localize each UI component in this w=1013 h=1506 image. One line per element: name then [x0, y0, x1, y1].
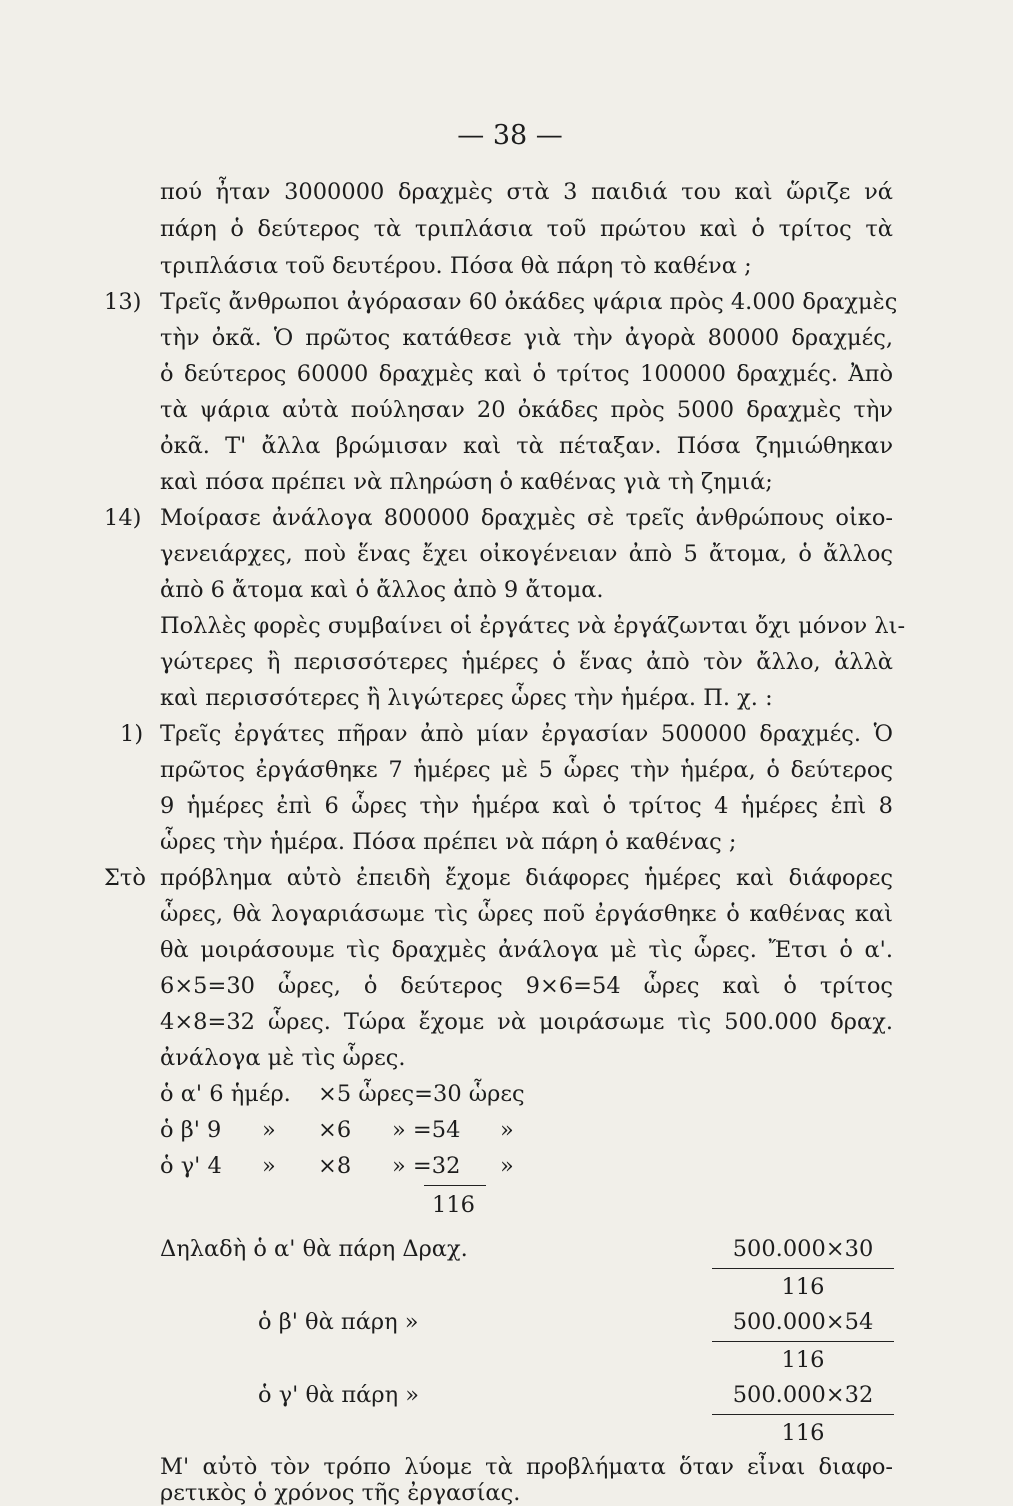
- share-b-numerator: 500.000×54: [732, 1309, 874, 1335]
- text-line: θὰ μοιράσουμε τὶς δραχμὲς ἀνάλογα μὲ τὶς ὧρες. Ἔτσι ὁ α'.: [160, 937, 893, 963]
- text-line: καὶ περισσότερες ἢ λιγώτερες ὧρες τὴν ἡμέρα. Π. χ. :: [160, 685, 773, 711]
- text-line: ὧρες τὴν ἡμέρα. Πόσα πρέπει νὰ πάρη ὁ καθένας ;: [160, 829, 737, 855]
- text-line: Πολλὲς φορὲς συμβαίνει οἱ ἐργάτες νὰ ἐργάζωνται ὄχι μόνον λι-: [160, 613, 906, 639]
- share-c-numerator: 500.000×32: [732, 1382, 874, 1408]
- calc-total: 116: [432, 1192, 475, 1218]
- calc-row-b-ditto: »: [262, 1117, 276, 1143]
- problem-number-14: 14): [104, 505, 142, 531]
- text-line: Μ' αὐτὸ τὸν τρόπο λύομε τὰ προβλήματα ὅταν εἶναι διαφο-: [160, 1454, 893, 1480]
- text-line: 9 ἡμέρες ἐπὶ 6 ὧρες τὴν ἡμέρα καὶ ὁ τρίτος 4 ἡμέρες ἐπὶ 8: [160, 793, 893, 819]
- text-line: ὁ δεύτερος 60000 δραχμὲς καὶ ὁ τρίτος 100000 δραχμές. Ἀπὸ: [160, 361, 893, 387]
- calc-row-c-ditto-end: »: [500, 1153, 514, 1179]
- share-a-label: Δηλαδὴ ὁ α' θὰ πάρη Δραχ.: [160, 1236, 468, 1262]
- fraction-bar: [712, 1414, 894, 1415]
- calc-row-a-label: ὁ α' 6 ἡμέρ.: [160, 1081, 291, 1107]
- text-line: ἀπὸ 6 ἄτομα καὶ ὁ ἄλλος ἀπὸ 9 ἄτομα.: [160, 577, 604, 603]
- share-c-label: ὁ γ' θὰ πάρη »: [258, 1382, 419, 1408]
- text-line: τὴν ὀκᾶ. Ὁ πρῶτος κατάθεσε γιὰ τὴν ἀγορὰ 80000 δραχμές,: [160, 325, 893, 351]
- calc-row-b-label: ὁ β' 9: [160, 1117, 222, 1143]
- text-line: πρῶτος ἐργάσθηκε 7 ἡμέρες μὲ 5 ὧρες τὴν ἡμέρα, ὁ δεύτερος: [160, 757, 893, 783]
- calc-row-c-result: » =32: [392, 1153, 461, 1179]
- sto-label: Στὸ: [104, 865, 146, 891]
- text-line: Μοίρασε ἀνάλογα 800000 δραχμὲς σὲ τρεῖς ἀνθρώπους οἰκο-: [160, 505, 893, 531]
- calc-row-c-label: ὁ γ' 4: [160, 1153, 222, 1179]
- text-line: καὶ πόσα πρέπει νὰ πληρώση ὁ καθένας γιὰ τὴ ζημιά;: [160, 469, 773, 495]
- calc-row-b-factor: ×6: [318, 1117, 352, 1143]
- fraction-bar: [712, 1268, 894, 1269]
- text-line: 4×8=32 ὧρες. Τώρα ἔχομε νὰ μοιράσωμε τὶς 500.000 δραχ.: [160, 1009, 893, 1035]
- calc-row-b-result: » =54: [392, 1117, 461, 1143]
- text-line: γενειάρχες, ποὺ ἕνας ἔχει οἰκογένειαν ἀπὸ 5 ἄτομα, ὁ ἄλλος: [160, 541, 893, 567]
- text-line: Τρεῖς ἐργάτες πῆραν ἀπὸ μίαν ἐργασίαν 500000 δραχμές. Ὁ: [160, 721, 893, 747]
- text-line: πάρη ὁ δεύτερος τὰ τριπλάσια τοῦ πρώτου καὶ ὁ τρίτος τὰ: [160, 216, 893, 242]
- share-a-numerator: 500.000×30: [732, 1236, 874, 1262]
- share-a-denominator: 116: [781, 1274, 825, 1300]
- text-line: Τρεῖς ἄνθρωποι ἀγόρασαν 60 ὀκάδες ψάρια πρὸς 4.000 δραχμὲς: [160, 289, 898, 315]
- sum-rule: [424, 1185, 486, 1186]
- text-line: γώτερες ἢ περισσότερες ἡμέρες ὁ ἕνας ἀπὸ τὸν ἄλλο, ἀλλὰ: [160, 649, 893, 675]
- text-line: τὰ ψάρια αὐτὰ πούλησαν 20 ὀκάδες πρὸς 5000 δραχμὲς τὴν: [160, 397, 893, 423]
- problem-number-13: 13): [104, 289, 142, 315]
- share-b-label: ὁ β' θὰ πάρη »: [258, 1309, 419, 1335]
- calc-row-c-ditto: »: [262, 1153, 276, 1179]
- text-line: ὧρες, θὰ λογαριάσωμε τὶς ὧρες ποῦ ἐργάσθηκε ὁ καθένας καὶ: [160, 901, 893, 927]
- calc-row-c-factor: ×8: [318, 1153, 352, 1179]
- text-line: τριπλάσια τοῦ δευτέρου. Πόσα θὰ πάρη τὸ καθένα ;: [160, 253, 752, 279]
- text-line: πού ἦταν 3000000 δραχμὲς στὰ 3 παιδιά του καὶ ὥριζε νά: [160, 179, 893, 205]
- share-b-denominator: 116: [781, 1347, 825, 1373]
- calc-row-b-ditto-end: »: [500, 1117, 514, 1143]
- text-line: 6×5=30 ὧρες, ὁ δεύτερος 9×6=54 ὧρες καὶ ὁ τρίτος: [160, 973, 893, 999]
- text-line: ρετικὸς ὁ χρόνος τῆς ἐργασίας.: [160, 1480, 521, 1506]
- example-number-1: 1): [120, 721, 144, 747]
- calc-row-a-value: ×5 ὧρες=30 ὧρες: [318, 1081, 525, 1107]
- share-c-denominator: 116: [781, 1420, 825, 1446]
- fraction-bar: [712, 1341, 894, 1342]
- text-line: πρόβλημα αὐτὸ ἐπειδὴ ἔχομε διάφορες ἡμέρες καὶ διάφορες: [160, 865, 893, 891]
- page-number: — 38 —: [457, 120, 563, 151]
- text-line: ὀκᾶ. Τ' ἄλλα βρώμισαν καὶ τὰ πέταξαν. Πόσα ζημιώθηκαν: [160, 433, 893, 459]
- text-line: ἀνάλογα μὲ τὶς ὧρες.: [160, 1045, 406, 1071]
